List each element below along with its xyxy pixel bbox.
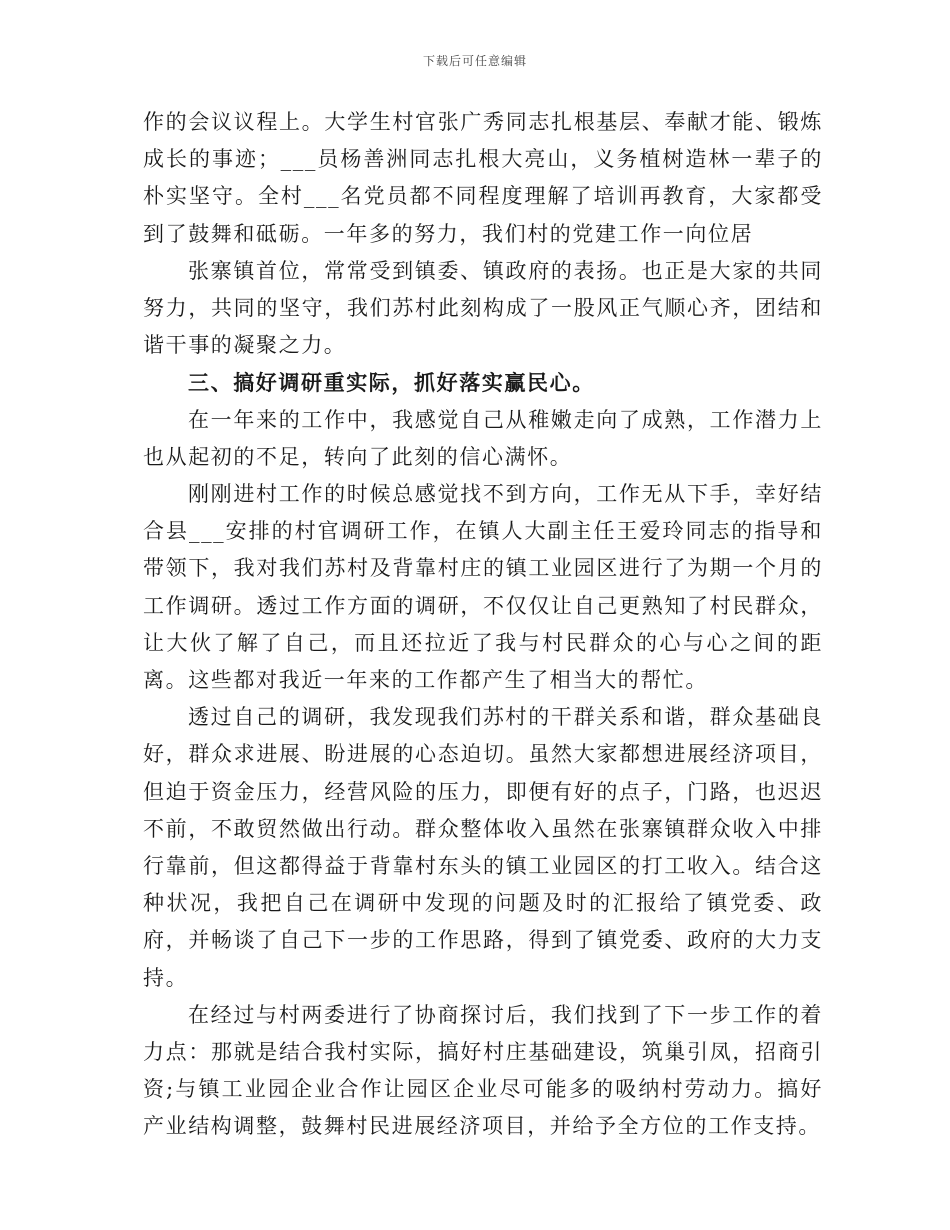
paragraph-6: 在经过与村两委进行了协商探讨后，我们找到了下一步工作的着力点：那就是结合我村实际，搞好村庄基础建设，筑巢引凤，招商引资;与镇工业园企业合作让园区企业尽可能多的吸纳村劳动力。搞好产业结构调整，鼓舞村民进展经济项目，并给予全方位的工作支持。 — [143, 1002, 823, 1139]
paragraph-1: 作的会议议程上。大学生村官张广秀同志扎根基层、奉献才能、锻炼成长的事迹；___员杨善洲同志扎根大亮山，义务植树造林一辈子的朴实坚守。全村___名党员都不同程度理解了培训再教育，大家都受到了鼓舞和砥砺。一年多的努力，我们村的党建工作一向位居 — [143, 110, 823, 246]
paragraph-2: 张寨镇首位，常常受到镇委、镇政府的表扬。也正是大家的共同努力，共同的坚守，我们苏村此刻构成了一股风正气顺心齐，团结和谐干事的凝聚之力。 — [143, 258, 823, 358]
document-body — [143, 104, 823, 1146]
page-header: 下载后可任意编辑 — [422, 54, 527, 68]
paragraph-3: 在一年来的工作中，我感觉自己从稚嫩走向了成熟，工作潜力上也从起初的不足，转向了此刻的信心满怀。 — [143, 407, 823, 469]
paragraph-4: 刚刚进村工作的时候总感觉找不到方向，工作无从下手，幸好结合县___安排的村官调研工作，在镇人大副主任王爱玲同志的指导和带领下，我对我们苏村及背靠村庄的镇工业园区进行了为期一个月的工作调研。透过工作方面的调研，不仅仅让自己更熟知了村民群众，让大伙了解了自己，而且还拉近了我与村民群众的心与心之间的距离。这些都对我近一年来的工作都产生了相当大的帮忙。 — [143, 482, 823, 693]
paragraph-5: 透过自己的调研，我发现我们苏村的干群关系和谐，群众基础良好，群众求进展、盼进展的心态迫切。虽然大家都想进展经济项目，但迫于资金压力，经营风险的压力，即便有好的点子，门路，也迟迟不前，不敢贸然做出行动。群众整体收入虽然在张寨镇群众收入中排行靠前，但这都得益于背靠村东头的镇工业园区的打工收入。结合这种状况，我把自己在调研中发现的问题及时的汇报给了镇党委、政府，并畅谈了自己下一步的工作思路，得到了镇党委、政府的大力支持。 — [143, 705, 823, 990]
section-heading: 三、搞好调研重实际，抓好落实赢民心。 — [188, 370, 595, 396]
